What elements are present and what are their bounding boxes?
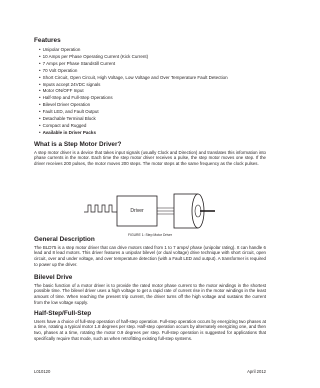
feature-item: • Unipolar Operation bbox=[39, 47, 266, 54]
feature-item: • Fault LED, and Fault Output bbox=[39, 109, 266, 116]
bilevel-heading: Bilevel Drive bbox=[34, 274, 73, 281]
halfstep-body: Users have a choice of full-step operation of half-step operation. Full-step operation occurs by energizing two phases at a time, rotating a typical motor 1.8 degrees per step. Half-step operation occurs by alternately energizing one, and then two, phases at a time, rotating the motor 0.9 degrees per step. Full-step operation is suggested for applications that specifically require that mode, such as when retrofitting existing full-step systems. bbox=[34, 318, 266, 342]
figure-caption: FIGURE 1: Step Motor Driver bbox=[127, 233, 173, 237]
bilevel-body: The basic function of a motor driver is to provide the rated motor phase current to the motor windings in the shortest possible time. The bilevel driver uses a high voltage to get a rapid rate of current rise in the motor windings in the least amount of time. When reaching the present trip current, the driver turns off the high voltage and sustains the current from the low voltage supply. bbox=[34, 282, 266, 306]
general-body: The BLD75 is a step motor driver that can drive motors rated from 1 to 7 amps/ phase (unipolar rating). It can handle 6 lead and 8 lead motors. This driver features a unipolar bilevel (or dual voltage) drive technique with short circuit, open circuit, over and under voltage, and over temperature detection (with a Fault LED and output). A transformer is required to power up the driver. bbox=[34, 244, 266, 268]
footer-doc-number: L010120 bbox=[34, 369, 51, 374]
step-motor-driver-figure bbox=[84, 184, 216, 240]
feature-item: • 10 Amps per Phase Operating Current (Kick Current) bbox=[39, 54, 266, 61]
stepper-heading: What is a Step Motor Driver? bbox=[34, 141, 122, 148]
feature-item: • Inputs accept 24VDC signals bbox=[39, 82, 266, 89]
feature-item: • Bilevel Driver Operation bbox=[39, 102, 266, 109]
feature-item: • Short Circuit, Open Circuit, High Voltage, Low Voltage and Over Temperature Fault Detection bbox=[39, 75, 266, 82]
features-list bbox=[34, 47, 266, 137]
features-section bbox=[34, 37, 266, 137]
stepper-section bbox=[34, 141, 266, 167]
general-section bbox=[34, 236, 266, 268]
pulse-train-icon bbox=[84, 205, 117, 212]
general-heading: General Description bbox=[34, 236, 95, 243]
motor-icon bbox=[174, 194, 215, 228]
halfstep-heading: Half-Step/Full-Step bbox=[34, 310, 92, 317]
stepper-body: A step motor driver is a device that takes input signals (usually Clock and Direction) and translates this information into phase currents in the motor. Each time the step motor driver receives a pulse, the step motor moves one step. If the driver receives 200 pulses, the motor moves 200 steps. The motor steps at the same frequency as the clock pulses. bbox=[34, 149, 266, 167]
feature-item-driver-packs: • Available in Driver Packs bbox=[39, 130, 266, 137]
feature-item: • Detachable Terminal Block bbox=[39, 116, 266, 123]
feature-item: • 70 Volt Operation bbox=[39, 68, 266, 75]
footer-date: April 2012 bbox=[247, 369, 266, 374]
feature-item: • Compact and Rugged bbox=[39, 123, 266, 130]
bilevel-section bbox=[34, 274, 266, 306]
feature-item: • 7 Amps per Phase Standstill Current bbox=[39, 61, 266, 68]
driver-label: Driver bbox=[130, 208, 144, 214]
feature-item: • Motor ON/OFF Input bbox=[39, 88, 266, 95]
halfstep-section bbox=[34, 310, 266, 342]
feature-item: • Half-Step and Full-Step Operations bbox=[39, 95, 266, 102]
features-heading: Features bbox=[34, 37, 61, 44]
